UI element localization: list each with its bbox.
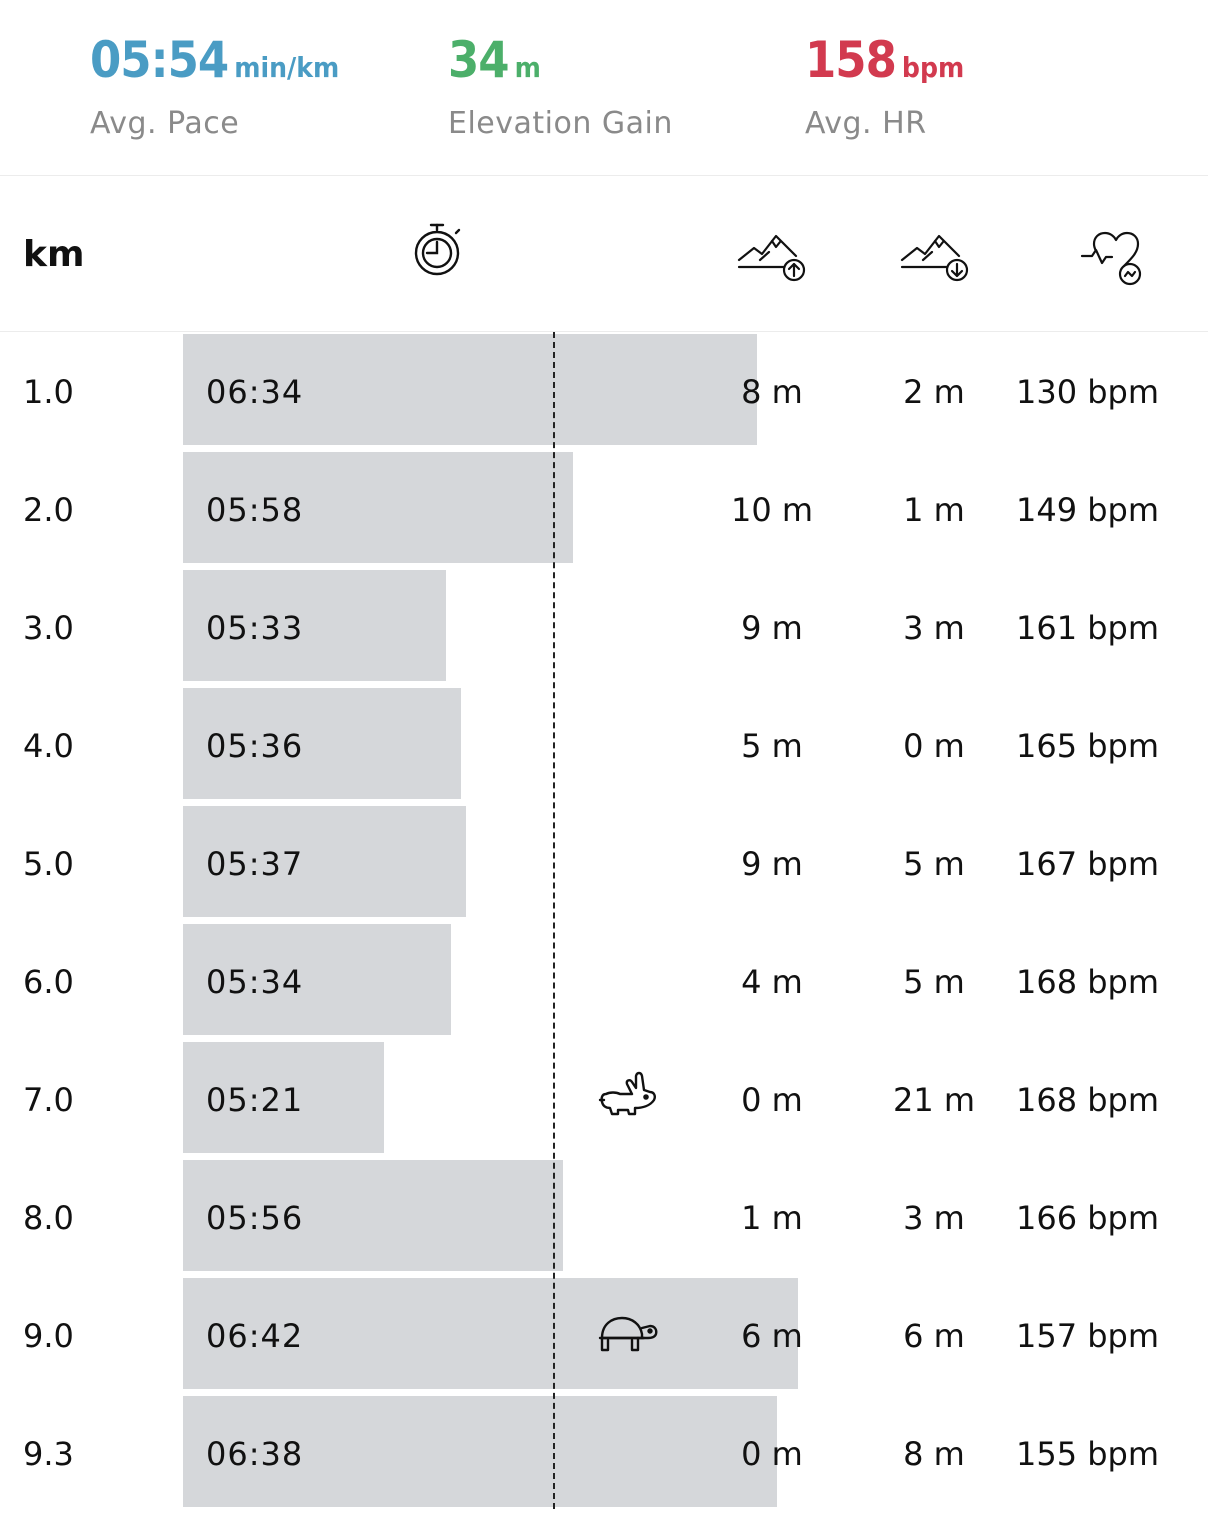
elevation-up-icon [736, 230, 810, 284]
km-column-header: km [23, 234, 85, 275]
avg-hr-value: 158 [805, 31, 896, 89]
split-km: 6.0 [23, 963, 74, 1001]
split-pace: 06:38 [206, 1435, 304, 1473]
split-elevation-down: 5 m [903, 845, 965, 883]
avg-pace-unit: min/km [234, 51, 340, 84]
split-pace: 05:56 [206, 1199, 304, 1237]
split-elevation-down: 6 m [903, 1317, 965, 1355]
split-row [0, 686, 1208, 804]
split-heart-rate: 157 bpm [1015, 1317, 1160, 1355]
splits-header [0, 176, 1208, 332]
split-elevation-up: 4 m [741, 963, 803, 1001]
split-heart-rate: 149 bpm [1015, 491, 1160, 529]
split-heart-rate: 168 bpm [1015, 963, 1160, 1001]
split-pace: 05:33 [206, 609, 304, 647]
avg-hr-stat [805, 30, 964, 141]
elevation-gain-stat [448, 30, 673, 141]
split-pace: 05:36 [206, 727, 304, 765]
split-km: 3.0 [23, 609, 74, 647]
split-pace: 06:42 [206, 1317, 304, 1355]
avg-pace-stat [90, 30, 339, 141]
split-heart-rate: 155 bpm [1015, 1435, 1160, 1473]
turtle-icon [598, 1310, 660, 1360]
split-elevation-down: 3 m [903, 1199, 965, 1237]
split-heart-rate: 161 bpm [1015, 609, 1160, 647]
elevation-down-icon [899, 230, 973, 284]
split-elevation-down: 1 m [903, 491, 965, 529]
avg-hr-label: Avg. HR [805, 106, 927, 141]
split-heart-rate: 168 bpm [1015, 1081, 1160, 1119]
split-elevation-up: 8 m [741, 373, 803, 411]
split-row [0, 922, 1208, 1040]
split-row [0, 1040, 1208, 1158]
split-row [0, 332, 1208, 450]
split-km: 8.0 [23, 1199, 74, 1237]
avg-hr-unit: bpm [901, 51, 965, 84]
avg-pace-label: Avg. Pace [90, 106, 240, 141]
split-elevation-down: 0 m [903, 727, 965, 765]
summary-panel [0, 0, 1208, 176]
elevation-gain-value: 34 [448, 31, 509, 89]
split-row [0, 568, 1208, 686]
split-elevation-up: 5 m [741, 727, 803, 765]
split-elevation-down: 3 m [903, 609, 965, 647]
split-heart-rate: 130 bpm [1015, 373, 1160, 411]
split-heart-rate: 165 bpm [1015, 727, 1160, 765]
split-elevation-down: 21 m [892, 1081, 976, 1119]
split-elevation-up: 0 m [741, 1081, 803, 1119]
split-elevation-up: 1 m [741, 1199, 803, 1237]
split-pace: 05:37 [206, 845, 304, 883]
split-elevation-up: 10 m [730, 491, 814, 529]
split-pace: 05:21 [206, 1081, 304, 1119]
split-km: 1.0 [23, 373, 74, 411]
split-km: 5.0 [23, 845, 74, 883]
split-row [0, 450, 1208, 568]
split-row [0, 1158, 1208, 1276]
split-heart-rate: 167 bpm [1015, 845, 1160, 883]
elevation-gain-label: Elevation Gain [448, 106, 673, 141]
split-elevation-down: 8 m [903, 1435, 965, 1473]
avg-hr-value-line [805, 30, 964, 98]
split-elevation-up: 9 m [741, 845, 803, 883]
split-km: 2.0 [23, 491, 74, 529]
split-elevation-up: 6 m [741, 1317, 803, 1355]
split-heart-rate: 166 bpm [1015, 1199, 1160, 1237]
avg-pace-value: 05:54 [90, 31, 229, 89]
split-km: 9.3 [23, 1435, 74, 1473]
split-elevation-up: 0 m [741, 1435, 803, 1473]
stopwatch-icon [412, 222, 464, 278]
split-pace: 05:58 [206, 491, 304, 529]
elevation-gain-unit: m [514, 51, 541, 84]
split-pace: 05:34 [206, 963, 304, 1001]
split-row [0, 804, 1208, 922]
rabbit-icon [598, 1068, 660, 1128]
split-km: 7.0 [23, 1081, 74, 1119]
split-elevation-up: 9 m [741, 609, 803, 647]
split-elevation-down: 2 m [903, 373, 965, 411]
split-pace: 06:34 [206, 373, 304, 411]
heart-rate-icon [1080, 230, 1146, 286]
split-row [0, 1276, 1208, 1394]
avg-pace-value-line [90, 30, 339, 98]
split-km: 9.0 [23, 1317, 74, 1355]
split-km: 4.0 [23, 727, 74, 765]
split-elevation-down: 5 m [903, 963, 965, 1001]
split-row [0, 1394, 1208, 1512]
elevation-value-line [448, 30, 673, 98]
avg-pace-line [553, 332, 555, 1509]
